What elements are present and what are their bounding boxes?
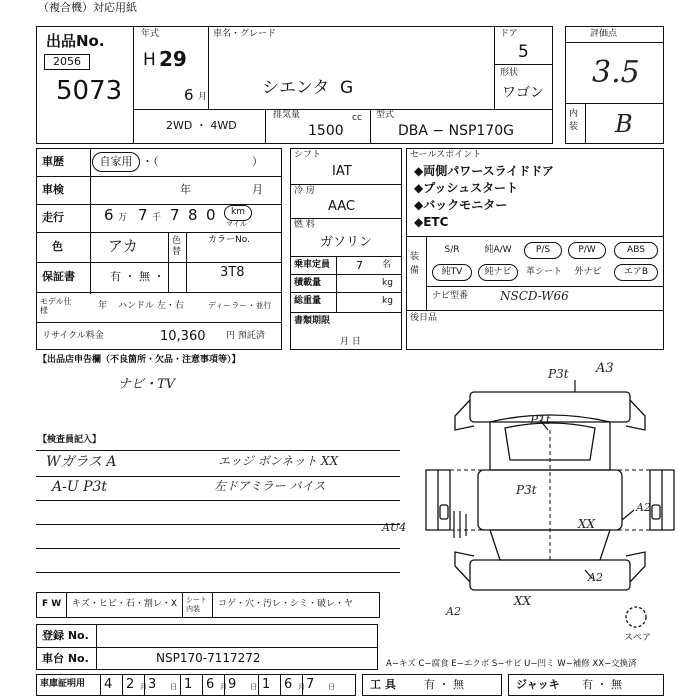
chassis-value: NSP170-7117272 <box>156 651 261 665</box>
aircon-label: 冷 房 <box>294 186 315 196</box>
cert-digit: 4 <box>104 677 113 692</box>
history-paren-close: ） <box>252 155 263 168</box>
mileage-u1: 万 <box>118 213 128 223</box>
lot-small-number: 2056 <box>44 54 90 70</box>
inspector-note-l1: Wガラス A <box>46 454 117 470</box>
cert-unit: 月 <box>140 683 147 691</box>
model-spec-label: モデル仕様 <box>40 297 72 315</box>
month-unit: 月 <box>198 92 208 102</box>
color-value: アカ <box>108 237 138 255</box>
weight-unit: kg <box>382 296 393 306</box>
mileage-unit-km: km <box>224 205 252 221</box>
interior-label: 内装 <box>569 109 579 132</box>
seat-label: シート内装 <box>186 596 207 613</box>
documents-label: 書類期限 <box>294 316 331 326</box>
score-label: 評価点 <box>590 29 618 39</box>
model-spec-year: 年 <box>98 301 108 311</box>
inspector-note-r2: 左ドアミラー バイス <box>214 479 326 493</box>
mileage-d1: 6 <box>104 206 114 224</box>
color-code: 3T8 <box>220 265 245 280</box>
nav-model-value: NSCD-W66 <box>500 289 569 303</box>
declaration-note: ナビ・TV <box>118 377 176 392</box>
capacity-label: 乗車定員 <box>294 260 331 270</box>
history-paren-open: ・（ <box>142 155 159 168</box>
chassis-label: 車台 No. <box>42 652 89 665</box>
diagram-mark-4: P3t <box>516 483 537 497</box>
equip-factory-tv: 純TV <box>432 264 472 281</box>
cert-digit: 6 <box>284 677 293 692</box>
shift-label: シフト <box>294 150 322 160</box>
diagram-mark-3: P1t <box>530 413 551 427</box>
body-type-label: 形状 <box>500 68 519 78</box>
mileage-unit-mile: マイル <box>226 220 247 228</box>
jack-label: ジャッキ <box>516 678 560 691</box>
shift-value: IAT <box>332 164 352 179</box>
diagram-mark-2: A3 <box>596 361 614 376</box>
remarks-label: 後日品 <box>410 313 438 323</box>
load-label: 積載量 <box>294 278 322 288</box>
model-label: 車名・グレード <box>213 29 277 39</box>
cert-digit: 7 <box>306 677 315 692</box>
warranty-label: 保証書 <box>42 270 75 283</box>
documents-unit: 月 日 <box>340 337 361 347</box>
warranty-value: 有 ・ 無 ・ <box>110 270 165 283</box>
inspection-year-unit: 年 <box>180 183 191 196</box>
lot-label: 出品No. <box>46 32 105 50</box>
registration-label: 登録 No. <box>42 629 89 642</box>
inspector-note-l2: A-U P3t <box>52 479 108 495</box>
equip-factory-navi: 純ナビ <box>478 264 518 281</box>
fw-marks: キズ・ヒビ・石・割レ・X <box>72 599 177 609</box>
capacity-value: 7 <box>356 259 363 272</box>
cert-unit: 月 <box>298 683 305 691</box>
mileage-d5: 0 <box>206 206 216 224</box>
fw-label: F W <box>42 599 62 609</box>
diagram-mark-9: A2 <box>446 605 461 618</box>
recycle-label: リサイクル料金 <box>42 331 104 341</box>
selling-point-4: ◆ETC <box>414 215 449 229</box>
selling-point-2: ◆プッシュスタート <box>414 181 519 195</box>
diagram-mark-5: A2 <box>636 501 651 514</box>
mileage-d4: 8 <box>188 206 198 224</box>
inspector-label: 【検査員記入】 <box>38 435 102 445</box>
model-grade: G <box>340 78 354 98</box>
year-era: H <box>143 50 156 70</box>
capacity-unit: 名 <box>382 260 392 270</box>
year-month: 6 <box>184 86 194 104</box>
year-value: 29 <box>159 47 187 71</box>
displacement-unit: cc <box>352 113 362 123</box>
inspector-note-r1: エッジ ボンネット XX <box>218 454 339 468</box>
cert-digit: 3 <box>148 677 157 692</box>
load-unit: kg <box>382 278 393 288</box>
model-spec-handle: ハンドル 左・右 <box>118 301 184 311</box>
weight-label: 総重量 <box>294 296 322 306</box>
diagram-mark-8: A2 <box>588 571 603 584</box>
displacement-label: 排気量 <box>273 110 301 120</box>
jack-value: 有 ・ 無 <box>582 678 622 691</box>
selling-point-3: ◆バックモニター <box>414 198 508 212</box>
doors-value: 5 <box>518 42 529 62</box>
form-title: （複合機）対応用紙 <box>38 1 137 14</box>
selling-point-1: ◆両側パワースライドドア <box>414 164 554 178</box>
history-label: 車歴 <box>42 155 64 168</box>
equip-sunroof: S/R <box>444 245 460 255</box>
cert-unit: 月 <box>220 683 227 691</box>
cert-unit: 日 <box>250 683 257 691</box>
type-label: 型式 <box>376 110 395 120</box>
drive-label: 2WD ・ 4WD <box>166 119 237 132</box>
cert-digit: 9 <box>228 677 237 692</box>
equipment-label: 装備 <box>410 252 420 276</box>
tools-value: 有 ・ 無 <box>424 678 464 691</box>
model-spec-dealer: ディーラー・並行 <box>208 301 272 310</box>
garage-cert-label: 車庫証明用 <box>40 679 86 689</box>
diagram-mark-1: P3t <box>548 367 569 381</box>
equip-abs: ABS <box>614 242 658 259</box>
interior-value: B <box>615 110 633 138</box>
equip-leather-seats: 革シート <box>525 267 562 277</box>
color-code-label: カラーNo. <box>208 235 250 245</box>
equip-aftermarket-navi: 外ナビ <box>574 267 602 277</box>
cert-digit: 2 <box>126 677 135 692</box>
tools-label: 工 具 <box>370 678 396 691</box>
cert-digit: 6 <box>206 677 215 692</box>
repaint-label: 色替 <box>172 236 182 257</box>
history-value: 自家用 <box>92 152 140 172</box>
equip-airbag: エアB <box>614 264 658 281</box>
aircon-value: AAC <box>328 199 355 214</box>
mileage-u2: 千 <box>152 213 162 223</box>
cert-digit: 1 <box>184 677 193 692</box>
body-type-value: ワゴン <box>502 85 544 101</box>
diagram-mark-7: XX <box>578 517 596 531</box>
declaration-label: 【出品店申告欄（不良箇所・欠品・注意事項等）】 <box>38 355 241 365</box>
diagram-mark-10: XX <box>514 594 532 608</box>
inspection-month-unit: 月 <box>252 183 263 196</box>
displacement-value: 1500 <box>308 123 344 139</box>
damage-legend: A−キズ C−腐食 E−エクボ S−サビ U−凹ミ W−補修 XX−交換済 <box>386 659 637 669</box>
equip-power-steering: P/S <box>524 242 562 259</box>
fuel-label: 燃 料 <box>294 220 315 230</box>
recycle-unit: 円 預託済 <box>226 331 265 341</box>
type-value: DBA − NSP170G <box>398 123 514 139</box>
score-value: 3.5 <box>592 55 640 90</box>
doors-label: ドア <box>500 29 518 39</box>
lot-number: 5073 <box>56 76 123 106</box>
nav-model-label: ナビ型番 <box>432 291 469 301</box>
equip-alloy-wheels: 純A/W <box>484 245 512 255</box>
fuel-value: ガソリン <box>320 235 373 250</box>
cert-digit: 1 <box>262 677 271 692</box>
mileage-d2: 7 <box>138 206 148 224</box>
model-name: シエンタ <box>262 78 330 98</box>
inspection-label: 車検 <box>42 183 64 196</box>
spare-tire-label: スペア <box>624 633 652 643</box>
mileage-d3: 7 <box>170 206 180 224</box>
color-label: 色 <box>52 240 63 253</box>
mileage-label: 走行 <box>42 211 64 224</box>
selling-points-label: セールスポイント <box>410 150 482 160</box>
year-label: 年式 <box>141 29 160 39</box>
cert-unit: 日 <box>328 683 335 691</box>
recycle-value: 10,360 <box>160 329 206 344</box>
cert-unit: 日 <box>170 683 177 691</box>
seat-marks: コゲ・穴・汚レ・シミ・破レ・ヤ <box>218 599 354 609</box>
diagram-mark-6: AU4 <box>382 521 407 534</box>
equip-power-windows: P/W <box>568 242 606 259</box>
